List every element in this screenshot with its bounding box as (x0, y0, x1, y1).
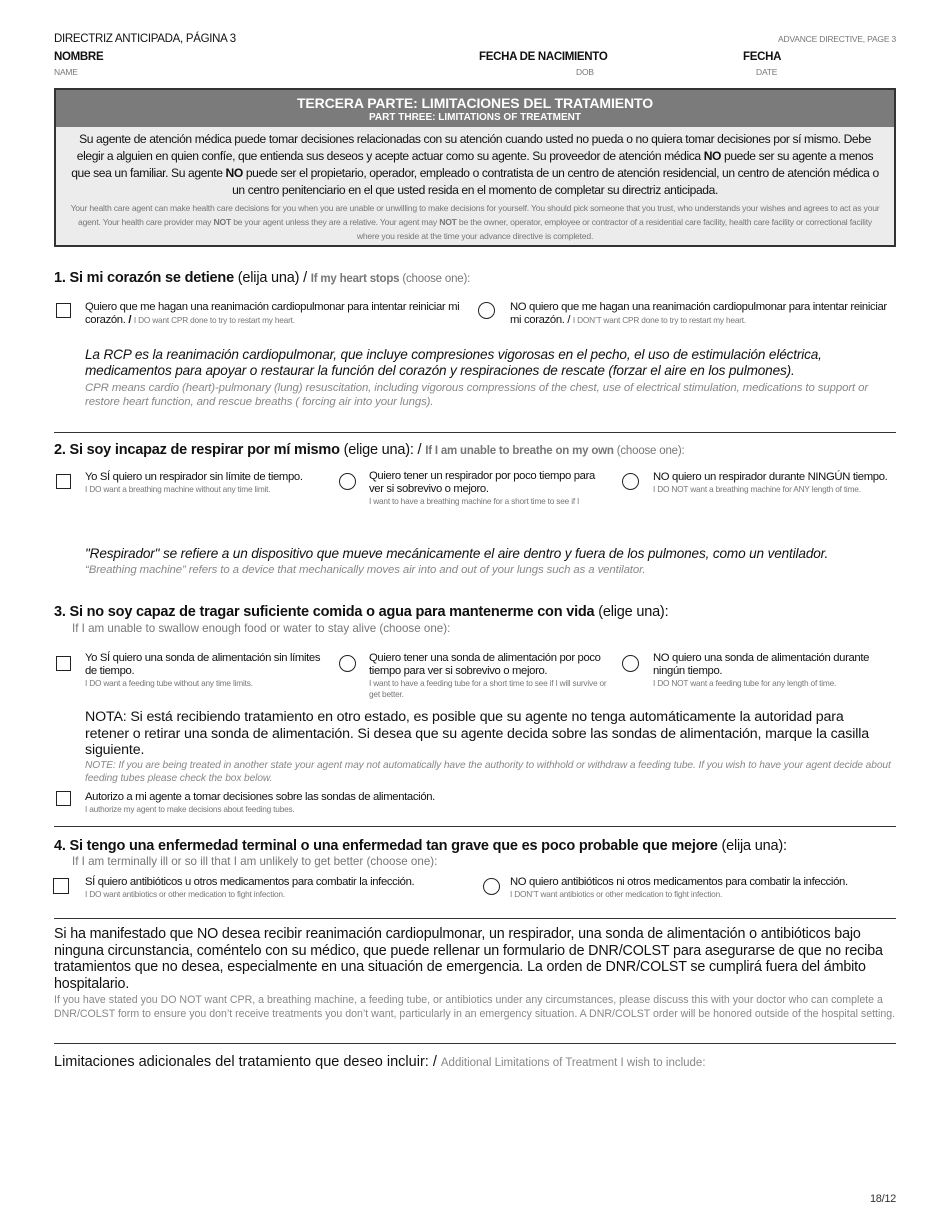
q4-antibiotics-no-label: NO quiero antibióticos ni otros medicamentos para combatir la infección. I DON’T want antibiotics or other medication to fight infection. (510, 876, 848, 899)
q3-title: 3. Si no soy capaz de tragar suficiente comida o agua para mantenerme con vida (elige una): (54, 604, 669, 620)
header-left-title: DIRECTRIZ ANTICIPADA, PÁGINA 3 (54, 33, 236, 45)
q2-breathing-no-radio[interactable] (622, 473, 639, 490)
q4-antibiotics-yes-label: SÍ quiero antibióticos u otros medicamentos para combatir la infección. I DO want antibiotics or other medication to fight infection. (85, 876, 415, 899)
q3-feeding-no-label: NO quiero una sonda de alimentación durante ningún tiempo. I DO NOT want a feeding tube for any length of time. (653, 652, 870, 688)
q1-note-en: CPR means cardio (heart)-pulmonary (lung) resuscitation, including vigorous compressions of the chest, use of electrical stimulation, medications to support or restore heart function, and rescue breaths ( forcing air into your lungs). (85, 382, 869, 408)
q4-title-en: If I am terminally ill or so ill that I am unlikely to get better (choose one): (72, 855, 438, 868)
additional-limitations-label: Limitaciones adicionales del tratamiento que deseo incluir: / Additional Limitations of Treatment I wish to include: (54, 1054, 706, 1070)
q2-breathing-short-radio[interactable] (339, 473, 356, 490)
divider (54, 432, 896, 433)
q3-authorize-label: Autorizo a mi agente a tomar decisiones sobre las sondas de alimentación. I authorize my agent to make decisions about feeding tubes. (85, 791, 435, 814)
date-label: FECHA (743, 51, 782, 63)
q1-title: 1. Si mi corazón se detiene (elija una) / If my heart stops (choose one): (54, 270, 471, 286)
q1-note-es: La RCP es la reanimación cardiopulmonar, que incluye compresiones vigorosas en el pecho, el uso de estimulación eléctrica, medicamentos para apoyar o restaurar la función del corazón y respiraciones de rescate (forzar el aire en los pulmones). (85, 347, 822, 378)
name-sublabel: NAME (54, 67, 78, 77)
q1-cpr-yes-checkbox[interactable] (56, 303, 71, 318)
q3-feeding-no-radio[interactable] (622, 655, 639, 672)
name-label: NOMBRE (54, 51, 104, 63)
divider (54, 1043, 896, 1044)
dnr-note-es: Si ha manifestado que NO desea recibir reanimación cardiopulmonar, un respirador, una sonda de alimentación o antibióticos bajo ninguna circunstancia, coméntelo con su médico, que puede rellenar un formulario de DNR/COLST para asegurarse de que no reciba tratamientos que no desea, especialmente en una situación de emergencia. La orden de DNR/COLST se cumplirá fuera del ámbito hospitalario. (54, 926, 883, 992)
dnr-note-en: If you have stated you DO NOT want CPR, a breathing machine, a feeding tube, or antibiotics under any circumstances, please discuss this with your doctor who can complete a DNR/COLST form to ensure you don’t receive treatments you don’t want, particularly in an emergency situation. A DNR/COLST order will be honored outside of the hospital setting. (54, 994, 896, 1020)
q3-feeding-short-radio[interactable] (339, 655, 356, 672)
part-three-body-es: Su agente de atención médica puede tomar decisiones relacionadas con su atención cuando usted no pueda o no quiera tomar decisiones por sí mismo. Debe elegir a alguien en quien confíe, que entienda sus deseos y acepte actuar como su agente. Su proveedor de atención médica NO puede ser su agente a menos que sea un familiar. Su agente NO puede ser el propietario, operador, empleado o contratista de un centro de atención residencial, un centro de atención médica o un centro penitenciario en el que usted resida en el momento de completar su directriz anticipada. (71, 132, 879, 197)
part-three-box (54, 88, 896, 247)
q3-note-es: NOTA: Si está recibiendo tratamiento en otro estado, es posible que su agente no tenga automáticamente la autoridad para retener o retirar una sonda de alimentación. Si desea que su agente decida sobre las sondas de alimentación, marque la casilla siguiente. (85, 709, 869, 758)
dob-label: FECHA DE NACIMIENTO (479, 51, 608, 63)
q1-cpr-no-label: NO quiero que me hagan una reanimación cardiopulmonar para intentar reiniciar mi corazón. / I DON’T want CPR done to try to restart my heart. (510, 301, 887, 326)
q1-cpr-yes-label: Quiero que me hagan una reanimación cardiopulmonar para intentar reiniciar mi corazón. / I DO want CPR done to try to restart my heart. (85, 301, 460, 326)
q3-feeding-yes-label: Yo SÍ quiero una sonda de alimentación sin límites de tiempo. I DO want a feeding tube without any time limits. (85, 652, 321, 688)
q3-note-en: NOTE: If you are being treated in another state your agent may not automatically have the authority to withhold or withdraw a feeding tube. If you wish to have your agent decide about feeding tubes please check the box below. (85, 760, 891, 784)
q2-breathing-no-label: NO quiero un respirador durante NINGÚN tiempo. I DO NOT want a breathing machine for ANY length of time. (653, 471, 888, 494)
header-right-title: ADVANCE DIRECTIVE, PAGE 3 (778, 34, 896, 44)
divider (54, 918, 896, 919)
additional-limitations-field[interactable] (54, 1076, 896, 1176)
q2-title: 2. Si soy incapaz de respirar por mí mismo (elige una): / If I am unable to breathe on my own (choose one): (54, 442, 685, 458)
q2-note-en: “Breathing machine” refers to a device that mechanically moves air into and out of your lungs such as a ventilator. (85, 564, 646, 576)
part-three-subtitle: PART THREE: LIMITATIONS OF TREATMENT (368, 112, 582, 123)
q2-breathing-yes-checkbox[interactable] (56, 474, 71, 489)
q2-note-es: "Respirador" se refiere a un dispositivo que mueve mecánicamente el aire dentro y fuera de los pulmones, como un ventilador. (85, 546, 829, 561)
q4-antibiotics-yes-checkbox[interactable] (53, 878, 69, 894)
q2-breathing-short-label: Quiero tener un respirador por poco tiempo para ver si sobrevivo o mejoro. I want to have a breathing machine for a short time to see if I (369, 470, 595, 506)
q3-feeding-short-label: Quiero tener una sonda de alimentación por poco tiempo para ver si sobrevivo o mejoro. I want to have a feeding tube for a short time to see if I will survive or get better. (369, 652, 607, 699)
dob-sublabel: DOB (576, 67, 594, 77)
divider (54, 826, 896, 827)
part-three-header (56, 90, 894, 127)
q2-breathing-yes-label: Yo SÍ quiero un respirador sin límite de tiempo. I DO want a breathing machine without any time limit. (85, 471, 303, 494)
part-three-body-en: Your health care agent can make health care decisions for you when you are unable or unwilling to make decisions for yourself. You should pick someone that you trust, who understands your wishes and agrees to act as your agent. Your health care provider may NOT be your agent unless they are a relative. Your agent may NOT be the owner, operator, employee or contractor of a residential care facility, health care facility or correctional facility where you reside at the time your advance directive is completed. (70, 203, 880, 241)
page-number: 18/12 (869, 1193, 896, 1205)
q3-feeding-yes-checkbox[interactable] (56, 656, 71, 671)
q4-antibiotics-no-radio[interactable] (483, 878, 500, 895)
q4-title: 4. Si tengo una enfermedad terminal o una enfermedad tan grave que es poco probable que mejore (elija una): (54, 838, 787, 854)
q3-authorize-checkbox[interactable] (56, 791, 71, 806)
date-sublabel: DATE (756, 67, 778, 77)
q3-title-en: If I am unable to swallow enough food or water to stay alive (choose one): (72, 622, 451, 635)
part-three-title: TERCERA PARTE: LIMITACIONES DEL TRATAMIENTO (296, 95, 654, 111)
q1-cpr-no-radio[interactable] (478, 302, 495, 319)
